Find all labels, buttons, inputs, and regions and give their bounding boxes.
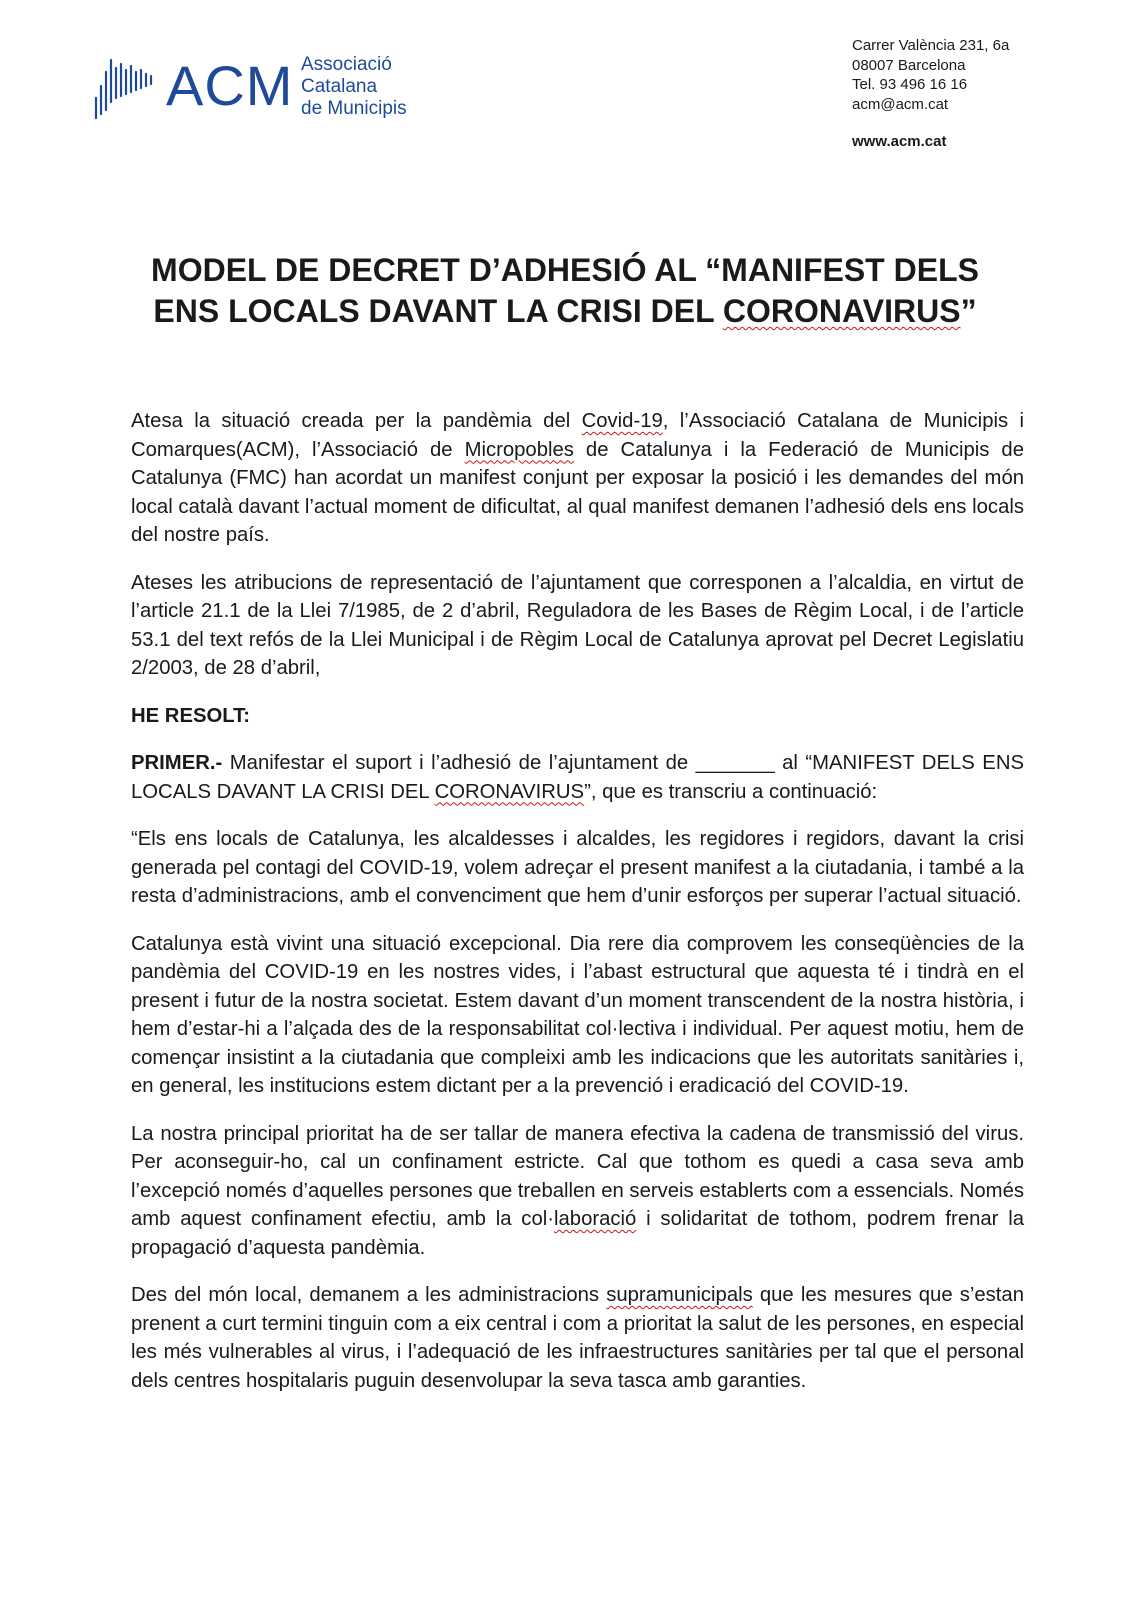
he-resolt-heading: HE RESOLT:	[131, 704, 251, 727]
acm-logo-mark-icon	[92, 54, 158, 122]
title-line-2-end: ”	[960, 293, 977, 329]
logo-name	[301, 54, 407, 120]
text-run: i solidaritat de tothom, podrem frenar la propagació d’aquesta pandèmia.	[131, 1208, 1025, 1259]
contact-city: 08007 Barcelona	[852, 56, 966, 74]
paragraph-attributions: Ateses les atribucions de representació de l’ajuntament que corresponen a l’alcaldia, en virtut de l’article 21.1 de la Llei 7/1985, de 2 d’abril, Reguladora de les Bases de Règim Local, i de l’article 53.1 del text refós de la Llei Municipal i de Règim Local de Catalunya aprovat pel Decret Legislatiu 2/2003, de 28 d’abril,	[131, 571, 1024, 679]
spellcheck-flag: Covid-19	[581, 410, 663, 432]
paragraph-manifest-2: Catalunya està vivint una situació excepcional. Dia rere dia comprovem les conseqüències de la pandèmia del COVID-19 en les nostres vides, i l’abast estructural que aquesta té i tindrà en el present i futur de la nostra societat. Estem davant d’un moment transcendent de la nostra història, i hem d’estar-hi a l’alçada des de la responsabilitat col·lectiva i individual. Per aquest motiu, hem de començar insistint a la ciutadania que compleixi amb les indicacions que les autoritats sanitàries i, en general, les institucions estem dictant per a la prevenció i eradicació del COVID-19.	[131, 932, 1024, 1097]
text-run: Atesa la situació creada per la pandèmia del	[131, 410, 582, 432]
acm-logo	[92, 52, 422, 124]
spellcheck-flag: CORONAVIRUS	[722, 293, 961, 329]
primer-label: PRIMER.-	[131, 752, 223, 774]
text-run: , l’Associació Catalana de Municipis i Comarques(ACM), l’Associació de	[131, 410, 1024, 461]
paragraph-manifest-3	[131, 1120, 1024, 1263]
document-body	[131, 407, 1024, 1414]
paragraph-manifest-1: “Els ens locals de Catalunya, les alcaldesses i alcaldes, les regidores i regidors, davant la crisi generada pel contagi del COVID-19, volem adreçar el present manifest a la ciutadania, i també a la resta d’administracions, amb el convenciment que hem d’unir esforços per superar l’actual situació.	[131, 828, 1024, 907]
contact-email[interactable]: acm@acm.cat	[852, 95, 949, 113]
logo-acronym: ACM	[166, 54, 294, 117]
contact-address: Carrer València 231, 6a	[852, 37, 1010, 54]
logo-line-2: Catalana	[301, 76, 378, 97]
text-run: Des del món local, demanem a les administracions	[131, 1284, 607, 1306]
text-run: que les mesures que s’estan prenent a curt termini tinguin com a eix central i com a prioritat la salut de les persones, en especial les més vulnerables al virus, i l’adequació de les infraestructures sanitàries per tal que el personal dels centres hospitalaris puguin desenvolupar la seva tasca amb garanties.	[131, 1284, 1024, 1392]
contact-block	[852, 36, 1009, 152]
text-run: Manifestar el suport i l’adhesió de l’ajuntament de _______ al “MANIFEST DELS ENS LOCALS DAVANT LA CRISI DEL	[131, 752, 1024, 803]
paragraph-manifest-4	[131, 1281, 1024, 1395]
paragraph-primer	[131, 749, 1024, 806]
contact-phone: Tel. 93 496 16 16	[852, 76, 968, 93]
spellcheck-flag: CORONAVIRUS	[434, 780, 585, 803]
text-run: La nostra principal prioritat ha de ser tallar de manera efectiva la cadena de transmissió del virus. Per aconseguir-ho, cal un confinament estricte. Cal que tothom es quedi a casa seva amb l’excepció només d’aquelles persones que treballen en serveis establerts com a essencials. Només amb aquest confinament efectiu, amb la col·	[131, 1122, 1024, 1230]
text-run: ”, que es transcriu a continuació:	[584, 780, 878, 803]
spellcheck-flag: Micropobles	[464, 438, 574, 461]
spellcheck-flag: laboració	[554, 1208, 637, 1230]
logo-line-1: Associació	[301, 54, 392, 75]
contact-website[interactable]: www.acm.cat	[852, 133, 947, 150]
paragraph-intro	[131, 407, 1024, 550]
title-line-2-text: ENS LOCALS DAVANT LA CRISI DEL	[153, 293, 723, 329]
text-run: de Catalunya i la Federació de Municipis de Catalunya (FMC) han acordat un manifest conjunt per exposar la posició i les demandes del món local català davant l’actual moment de dificultat, al qual manifest demanen l’adhesió dels ens locals del nostre país.	[131, 438, 1024, 546]
document-title	[80, 250, 1050, 332]
spellcheck-flag: supramunicipals	[606, 1284, 753, 1306]
title-line-2	[80, 291, 1050, 332]
title-line-1: MODEL DE DECRET D’ADHESIÓ AL “MANIFEST DELS	[151, 252, 979, 288]
logo-line-3: de Municipis	[301, 98, 407, 119]
